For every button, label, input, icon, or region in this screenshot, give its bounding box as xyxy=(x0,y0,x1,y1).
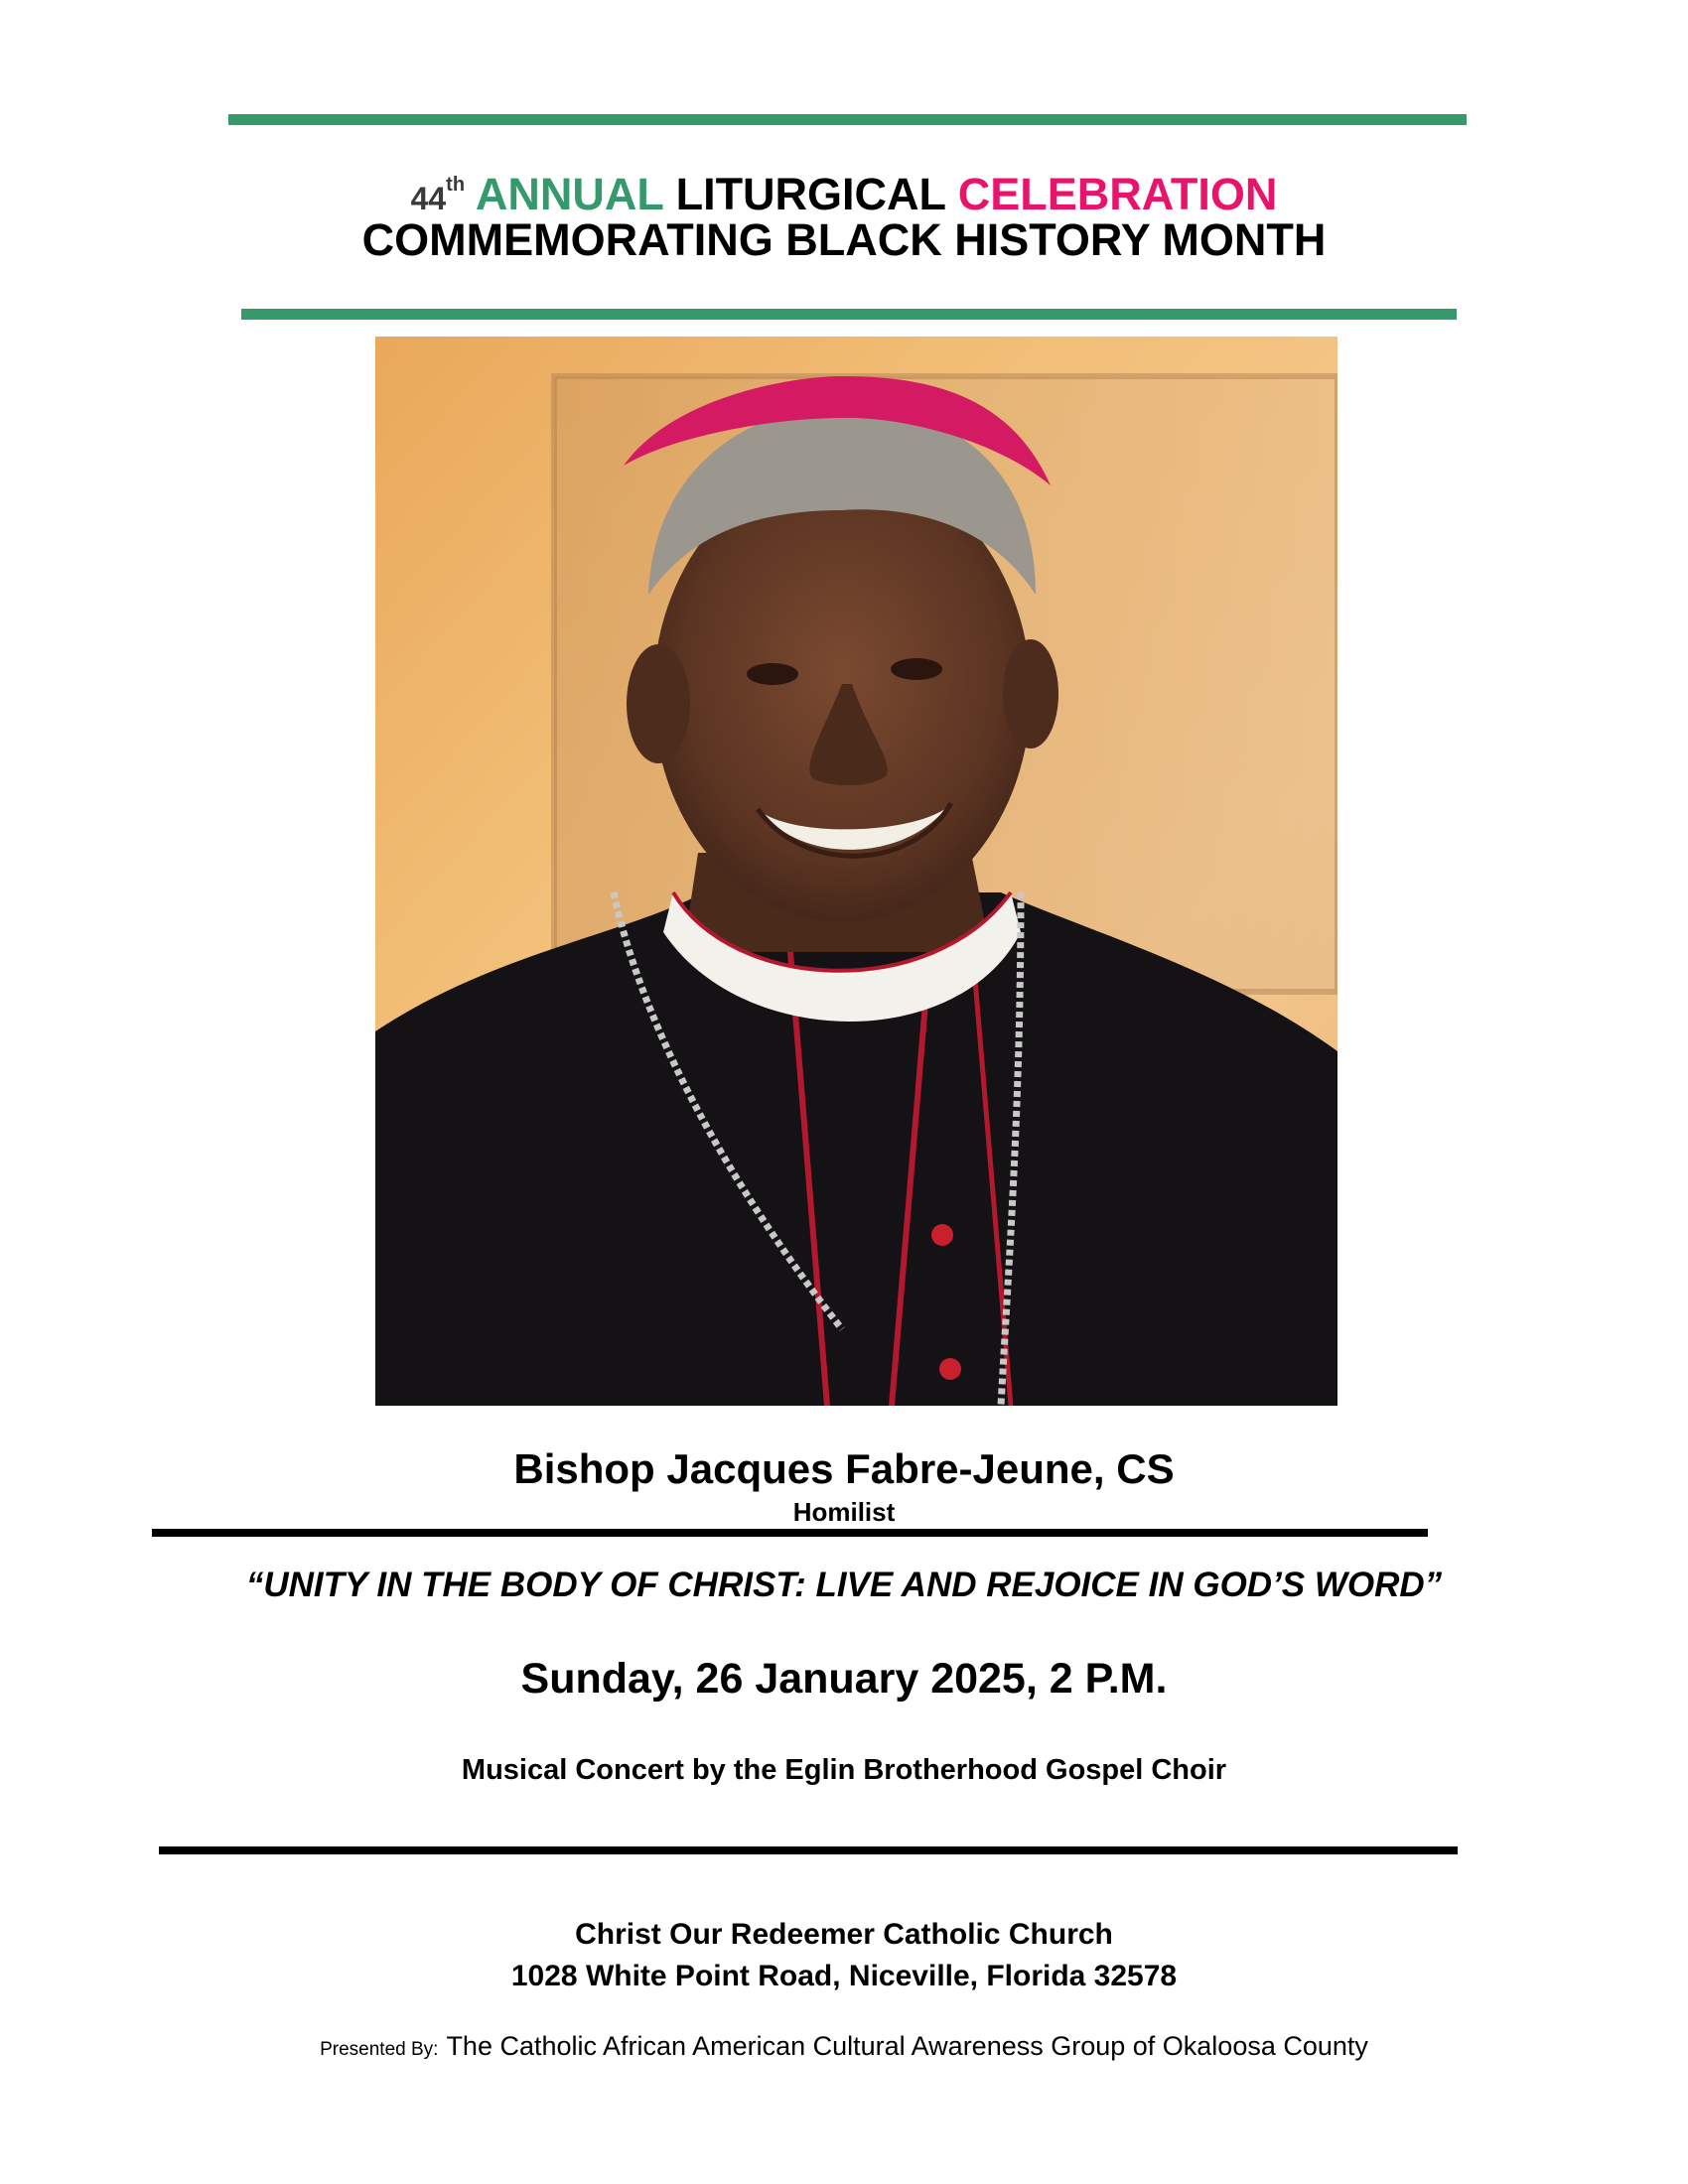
speaker-role: Homilist xyxy=(792,1497,896,1527)
black-rule-2 xyxy=(159,1846,1458,1854)
top-green-rule xyxy=(228,114,1467,125)
title-word-annual: ANNUAL xyxy=(475,169,664,219)
black-rule-1 xyxy=(152,1529,1428,1537)
event-subtitle: COMMEMORATING BLACK HISTORY MONTH xyxy=(361,214,1327,265)
venue-name: Christ Our Redeemer Catholic Church xyxy=(575,1918,1113,1951)
presented-by xyxy=(0,2029,1688,2068)
venue-address: 1028 White Point Road, Niceville, Florida 32578 xyxy=(510,1960,1178,1992)
second-green-rule xyxy=(241,309,1457,320)
event-theme: “UNITY IN THE BODY OF CHRIST: LIVE AND REJOICE IN GOD’S WORD” xyxy=(245,1566,1443,1604)
speaker-name: Bishop Jacques Fabre-Jeune, CS xyxy=(513,1445,1175,1492)
bishop-portrait-photo xyxy=(375,337,1337,1406)
ordinal-suffix: th xyxy=(446,174,466,196)
presenter-name: The Catholic African American Cultural Awareness Group of Okaloosa County xyxy=(446,2031,1368,2061)
title-word-liturgical: LITURGICAL xyxy=(675,169,946,219)
ordinal-number: 44 xyxy=(410,181,447,216)
event-date-time: Sunday, 26 January 2025, 2 P.M. xyxy=(520,1655,1168,1703)
title-word-celebration: CELEBRATION xyxy=(957,169,1278,219)
concert-info: Musical Concert by the Eglin Brotherhood Gospel Choir xyxy=(461,1754,1227,1786)
presented-label: Presented By: xyxy=(320,2039,439,2060)
